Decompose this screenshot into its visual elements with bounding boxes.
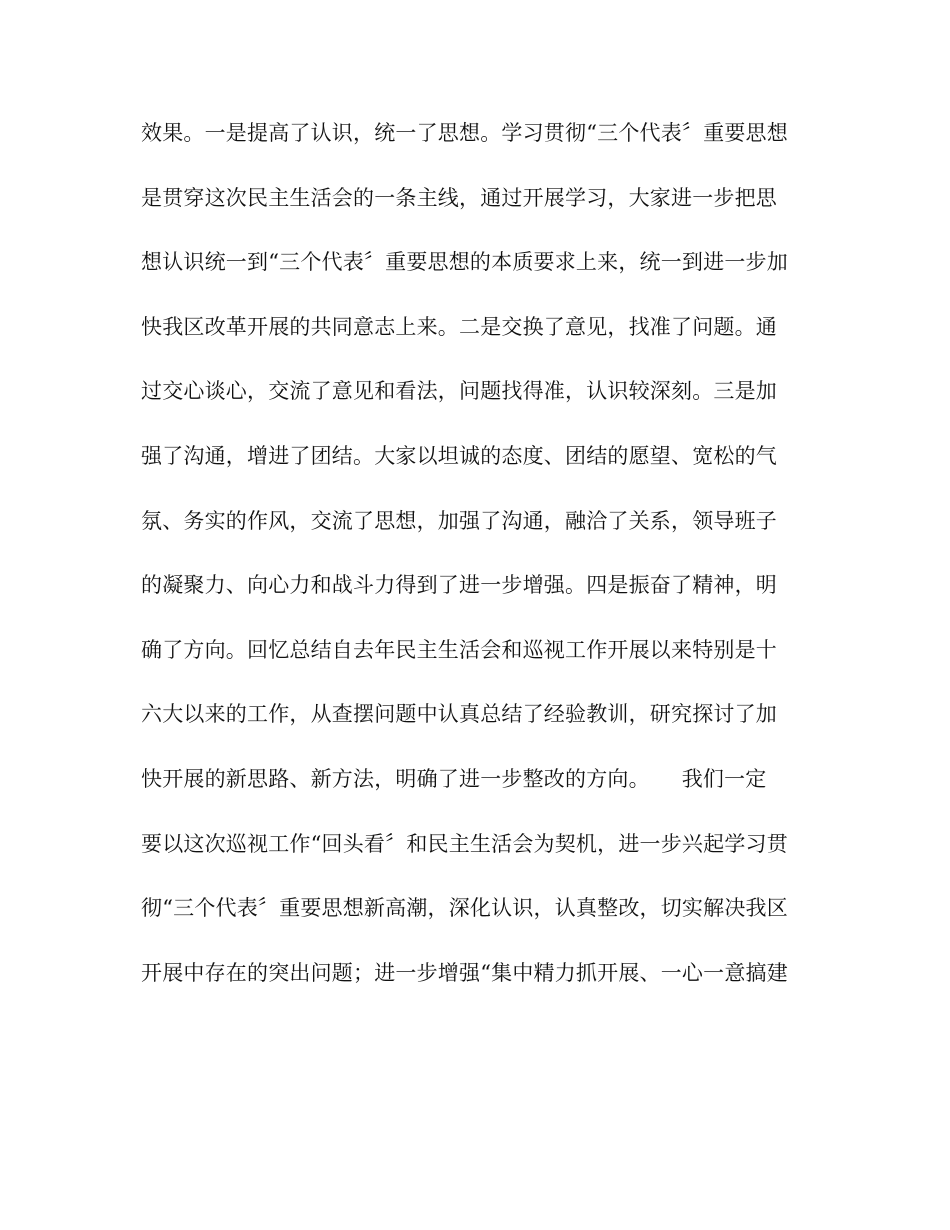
text-line: 想认识统一到“三个代表〞重要思想的本质要求上来，统一到进一步加 xyxy=(141,250,788,275)
text-line: 的凝聚力、向心力和战斗力得到了进一步增强。四是振奋了精神，明 xyxy=(141,573,777,598)
text-line: 六大以来的工作，从查摆问题中认真总结了经验教训，研究探讨了加 xyxy=(141,702,777,727)
text-line: 要以这次巡视工作“回头看〞和民主生活会为契机，进一步兴起学习贯 xyxy=(141,831,788,856)
text-line: 确了方向。回忆总结自去年民主生活会和巡视工作开展以来特别是十 xyxy=(141,637,777,662)
body-paragraph xyxy=(141,121,821,1025)
text-line: 开展中存在的突出问题；进一步增强“集中精力抓开展、一心一意搞建 xyxy=(141,960,788,985)
text-line: 彻“三个代表〞重要思想新高潮，深化认识，认真整改，切实解决我区 xyxy=(141,896,788,921)
text-line: 快开展的新思路、新方法，明确了进一步整改的方向。 我们一定 xyxy=(141,766,767,791)
text-line: 是贯穿这次民主生活会的一条主线，通过开展学习，大家进一步把思 xyxy=(141,185,777,210)
text-line: 过交心谈心，交流了意见和看法，问题找得准，认识较深刻。三是加 xyxy=(141,379,777,404)
text-line: 强了沟通，增进了团结。大家以坦诚的态度、团结的愿望、宽松的气 xyxy=(141,443,777,468)
text-line: 氛、务实的作风，交流了思想，加强了沟通，融洽了关系，领导班子 xyxy=(141,508,777,533)
text-line: 效果。一是提高了认识，统一了思想。学习贯彻“三个代表〞重要思想 xyxy=(141,121,788,145)
text-line: 快我区改革开展的共同意志上来。二是交换了意见，找准了问题。通 xyxy=(141,314,777,339)
